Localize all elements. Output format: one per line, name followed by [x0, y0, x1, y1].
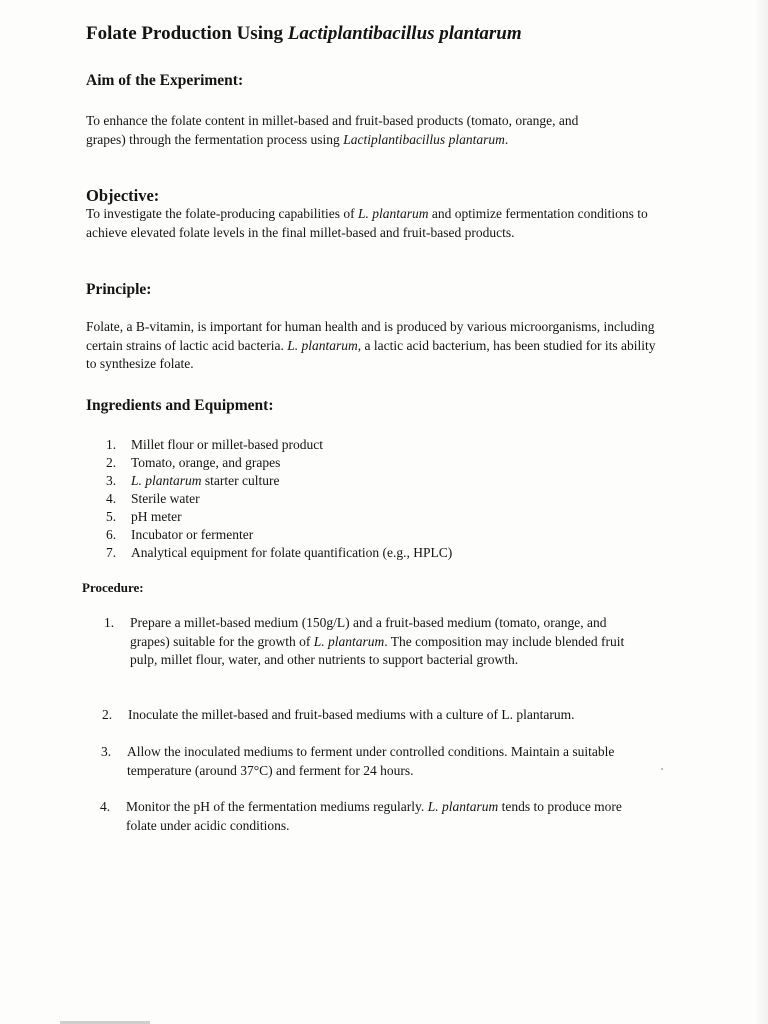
- objective-heading: Objective:: [86, 186, 160, 205]
- step-number: 4.: [100, 799, 111, 814]
- procedure-step: 2. Inoculate the millet-based and fruit-based mediums with a culture of L. plantarum.: [128, 706, 603, 725]
- aim-text: To enhance the folate content in millet-based and fruit-based products (tomato, orange, and grapes) through the fermentation process using: [86, 113, 579, 147]
- procedure-step: 1. Prepare a millet-based medium (150g/L) and a fruit-based medium (tomato, orange, and grapes) suitable for the growth of L. plantarum. The composition may include blended fruit pulp, millet flour, water, and other nutrients to support bacterial growth.: [104, 615, 625, 668]
- step-number: 2.: [102, 707, 113, 722]
- list-item: 6. Incubator or fermenter: [106, 527, 254, 542]
- list-item: 2. Tomato, orange, and grapes: [106, 455, 281, 470]
- principle-organism: L. plantarum: [287, 337, 358, 353]
- list-item: 1. Millet flour or millet-based product: [106, 437, 323, 452]
- list-item: 3. L. plantarum starter culture: [106, 473, 280, 488]
- list-item: 5. pH meter: [106, 509, 182, 524]
- principle-text: Folate, a B-vitamin, is important for human health and is produced by various microorganisms, including certain strains of lactic acid bacteria.: [86, 319, 655, 353]
- document-title: [86, 23, 522, 45]
- aim-text-end: .: [504, 131, 509, 147]
- procedure-step: 4. Monitor the pH of the fermentation mediums regularly. L. plantarum tends to produce more folate under acidic conditions.: [100, 799, 622, 833]
- principle-heading: Principle:: [86, 281, 152, 298]
- list-item: 4. Sterile water: [106, 491, 200, 506]
- aim-organism: Lactiplantibacillus plantarum: [343, 131, 505, 147]
- ingredients-list: [106, 436, 452, 562]
- principle-text-end: , a lactic acid bacterium, has been studied for its ability to synthesize folate.: [86, 337, 656, 371]
- title-prefix: Folate Production Using: [86, 23, 288, 44]
- scan-speck: [661, 768, 663, 770]
- objective-paragraph: [86, 205, 651, 242]
- procedure-step: 3. Allow the inoculated mediums to ferment under controlled conditions. Maintain a suitable temperature (around 37°C) and ferment for 24 hours.: [101, 744, 615, 778]
- aim-paragraph: [86, 112, 616, 149]
- aim-heading: Aim of the Experiment:: [86, 72, 244, 89]
- scan-edge-shadow: [754, 0, 768, 1024]
- procedure-heading: Procedure:: [82, 580, 144, 595]
- ingredients-heading: Ingredients and Equipment:: [86, 397, 274, 414]
- title-organism: Lactiplantibacillus plantarum: [287, 23, 522, 44]
- objective-text: To investigate the folate-producing capabilities of: [86, 206, 358, 221]
- objective-organism: L. plantarum: [357, 206, 429, 221]
- principle-paragraph: [86, 318, 658, 374]
- step-number: 1.: [104, 615, 115, 630]
- objective-text-end: and optimize fermentation conditions to achieve elevated folate levels in the final millet-based and fruit-based products.: [86, 206, 648, 240]
- step-number: 3.: [101, 744, 112, 759]
- list-item: 7. Analytical equipment for folate quantification (e.g., HPLC): [106, 545, 453, 560]
